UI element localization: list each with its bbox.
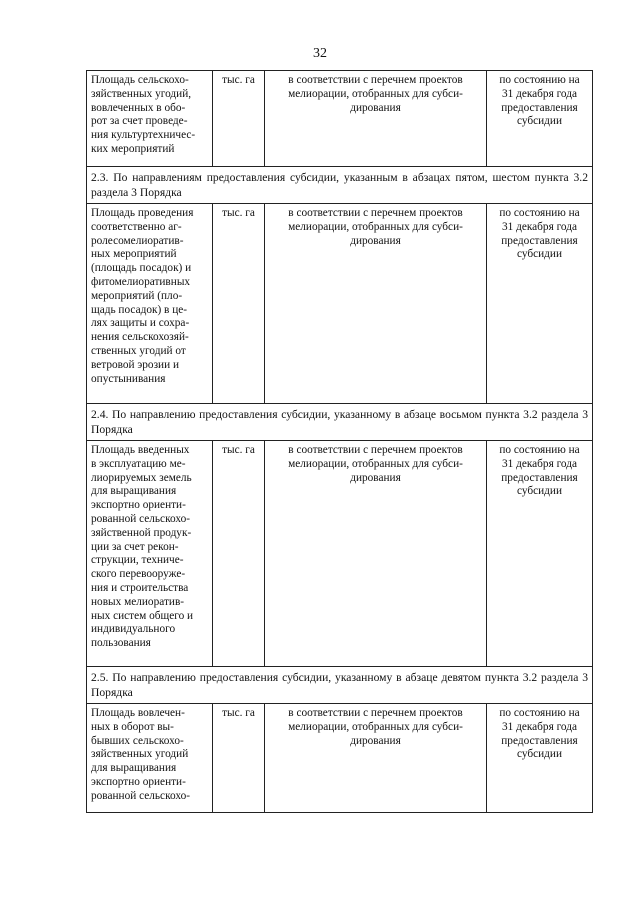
unit-cell: тыс. га: [213, 441, 265, 667]
data-source-cell: в соответствии с перечнем проектов мелиорации, отобранных для субси- дирования: [265, 204, 487, 404]
indicator-name-cell: Площадь сельскохо- зяйственных угодий, вовлеченных в обо- рот за счет проведе- ния культуртехничес- ких мероприятий: [87, 71, 213, 167]
table-row: [87, 704, 593, 813]
table-row: [87, 441, 593, 667]
section-heading: 2.4. По направлению предоставления субсидии, указанному в абзаце восьмом пункта 3.2 раздела 3 Порядка: [87, 404, 593, 441]
unit-cell: тыс. га: [213, 204, 265, 404]
indicator-name-cell: Площадь проведения соответственно аг- ролесомелиоратив- ных мероприятий (площадь посадок) и фитомелиоративных мероприятий (пло- щадь посадок) в це- лях защиты и сохра- нения сельскохозяй- ственных угодий от ветровой эрозии и опустынивания: [87, 204, 213, 404]
section-heading: 2.5. По направлению предоставления субсидии, указанному в абзаце девятом пункта 3.2 раздела 3 Порядка: [87, 667, 593, 704]
reporting-date-cell: по состоянию на 31 декабря года предоставления субсидии: [487, 204, 593, 404]
page-number: 32: [313, 46, 327, 61]
indicator-name-cell: Площадь вовлечен- ных в оборот вы- бывших сельскохо- зяйственных угодий для выращивания экспортно ориенти- рованной сельскохо-: [87, 704, 213, 813]
section-heading: 2.3. По направлениям предоставления субсидии, указанным в абзацах пятом, шестом пункта 3.2 раздела 3 Порядка: [87, 167, 593, 204]
table-row: [87, 71, 593, 167]
data-source-cell: в соответствии с перечнем проектов мелиорации, отобранных для субси- дирования: [265, 441, 487, 667]
section-row: [87, 167, 593, 204]
data-source-cell: в соответствии с перечнем проектов мелиорации, отобранных для субси- дирования: [265, 704, 487, 813]
unit-cell: тыс. га: [213, 704, 265, 813]
section-row: [87, 404, 593, 441]
table-row: [87, 204, 593, 404]
data-source-cell: в соответствии с перечнем проектов мелиорации, отобранных для субси- дирования: [265, 71, 487, 167]
reporting-date-cell: по состоянию на 31 декабря года предоставления субсидии: [487, 441, 593, 667]
reporting-date-cell: по состоянию на 31 декабря года предоставления субсидии: [487, 704, 593, 813]
section-row: [87, 667, 593, 704]
unit-cell: тыс. га: [213, 71, 265, 167]
indicators-table: [86, 70, 593, 813]
indicator-name-cell: Площадь введенных в эксплуатацию ме- лиорируемых земель для выращивания экспортно ориенти- рованной сельскохо- зяйственной продук- ции за счет рекон- струкции, техниче- ского перевооруже- ния и строительства новых мелиоратив- ных систем общего и индивидуального пользования: [87, 441, 213, 667]
reporting-date-cell: по состоянию на 31 декабря года предоставления субсидии: [487, 71, 593, 167]
